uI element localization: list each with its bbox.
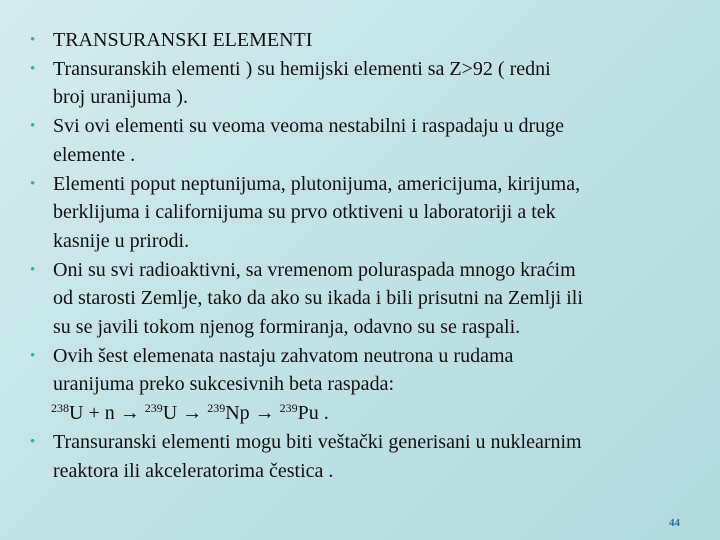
- bullet-dot-icon: •: [30, 60, 36, 77]
- bullet-text-line: Ovih šest elemenata nastaju zahvatom neutrona u rudama: [53, 344, 514, 367]
- bullet-dot-icon: •: [30, 32, 36, 48]
- bullet-dot-icon: •: [30, 261, 36, 278]
- bullet-item-discovery: [28, 170, 700, 256]
- bullet-text-line: Transuranskih elementi ) su hemijski elementi sa Z>92 ( redni: [53, 57, 551, 80]
- bullet-dot-icon: •: [30, 118, 36, 135]
- bullet-list: [28, 26, 700, 485]
- page-number: 44: [669, 517, 680, 529]
- mass-number: 239: [144, 401, 163, 416]
- mass-number: 239: [279, 401, 298, 416]
- bullet-text-line: uranijuma preko sukcesivnih beta raspada:: [53, 373, 394, 396]
- bullet-text-line: Elementi poput neptunijuma, plutonijuma, americijuma, kirijuma,: [53, 172, 581, 195]
- bullet-text-line: broj uranijuma ).: [53, 86, 188, 109]
- bullet-text-line: od starosti Zemlje, tako da ako su ikada i bili prisutni na Zemlji ili: [53, 287, 583, 310]
- bullet-item-formation: [28, 342, 700, 428]
- equation-part: U + n →: [69, 402, 145, 425]
- mass-number: 238: [51, 401, 69, 416]
- bullet-text-line: TRANSURANSKI ELEMENTI: [53, 29, 313, 51]
- bullet-text-line: elemente .: [53, 143, 136, 166]
- bullet-item-definition: [28, 55, 700, 112]
- decay-equation: [51, 399, 700, 428]
- bullet-item-title: [28, 26, 700, 55]
- bullet-text-line: Oni su svi radioaktivni, sa vremenom poluraspada mnogo kraćim: [53, 258, 576, 281]
- bullet-item-artificial: [28, 428, 700, 485]
- bullet-text-line: Svi ovi elementi su veoma veoma nestabilni i raspadaju u druge: [53, 115, 564, 138]
- bullet-dot-icon: •: [30, 175, 36, 192]
- bullet-text-line: reaktora ili akceleratorima čestica .: [53, 459, 334, 482]
- equation-part: Pu .: [297, 402, 329, 425]
- bullet-text-line: su se javili tokom njenog formiranja, odavno su se raspali.: [53, 316, 521, 339]
- bullet-dot-icon: •: [30, 347, 36, 364]
- bullet-dot-icon: •: [30, 433, 36, 450]
- bullet-item-radioactivity: [28, 256, 700, 342]
- equation-part: U →: [162, 402, 208, 425]
- bullet-item-instability: [28, 112, 700, 169]
- bullet-text-line: Transuranski elementi mogu biti veštački generisani u nuklearnim: [53, 430, 582, 453]
- mass-number: 239: [207, 401, 226, 416]
- bullet-text-line: berklijuma i californijuma su prvo otktiveni u laboratoriji a tek: [53, 201, 556, 224]
- equation-part: Np →: [225, 402, 280, 425]
- bullet-text-line: kasnije u prirodi.: [53, 229, 190, 252]
